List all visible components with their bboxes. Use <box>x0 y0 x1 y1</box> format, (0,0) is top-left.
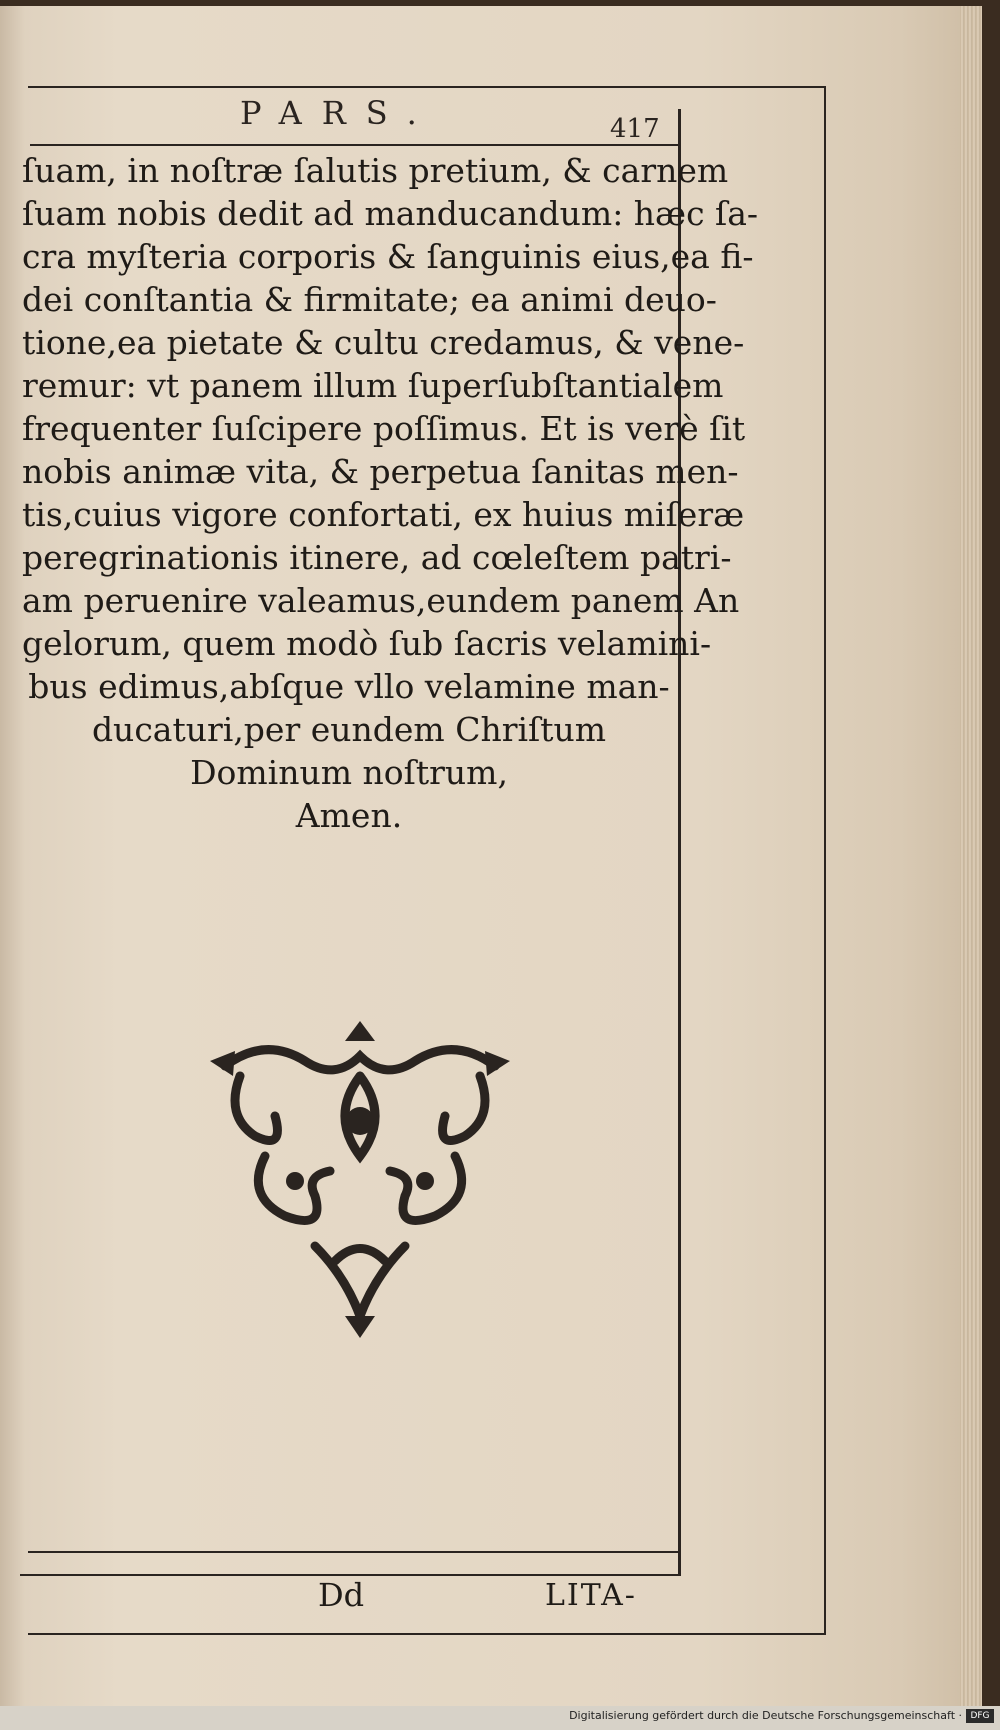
header-rule <box>30 144 678 146</box>
text-line: tis,cuius vigore confortati, ex huius miſeræ <box>22 495 745 534</box>
catchword: LITA- <box>545 1578 637 1613</box>
footer-rule <box>28 1551 678 1553</box>
body-text <box>20 149 759 837</box>
centered-line: bus edimus,abſque vllo velamine man- <box>28 667 670 706</box>
text-line: cra myſteria corporis & ſanguinis eius,ea fi- <box>22 237 754 276</box>
running-head: PARS. <box>240 94 437 132</box>
centered-line: Dominum noſtrum, <box>190 753 508 792</box>
centered-line: Amen. <box>295 796 403 835</box>
text-line: ſuam, in noſtræ ſalutis pretium, & carnem <box>22 151 729 190</box>
text-line: peregrinationis itinere, ad cœleſtem patri- <box>22 538 732 577</box>
text-line: ſuam nobis dedit ad manducandum: hæc ſa- <box>22 194 759 233</box>
page-number: 417 <box>610 114 660 144</box>
signature-mark: Dd <box>318 1576 365 1614</box>
text-line: remur: vt panem illum ſuperſubſtantialem <box>22 366 724 405</box>
page-edge <box>960 6 982 1706</box>
text-line: am peruenire valeamus,eundem panem An <box>22 581 740 620</box>
text-line: tione,ea pietate & cultu credamus, & vene- <box>22 323 745 362</box>
text-line: frequenter ſuſcipere poſſimus. Et is verè ſit <box>22 409 746 448</box>
text-line: dei conſtantia & firmitate; ea animi deuo- <box>22 280 717 319</box>
book-page <box>0 6 982 1706</box>
digitization-credit: Digitalisierung gefördert durch die Deutsche Forschungsgemeinschaft · <box>569 1709 962 1722</box>
text-line: nobis animæ vita, & perpetua ſanitas men- <box>22 452 739 491</box>
centered-line: ducaturi,per eundem Chriſtum <box>91 710 607 749</box>
dfg-logo: DFG <box>966 1709 994 1723</box>
fleuron-ornament-icon <box>205 1016 515 1341</box>
text-line: gelorum, quem modò ſub ſacris velamini- <box>22 624 712 663</box>
